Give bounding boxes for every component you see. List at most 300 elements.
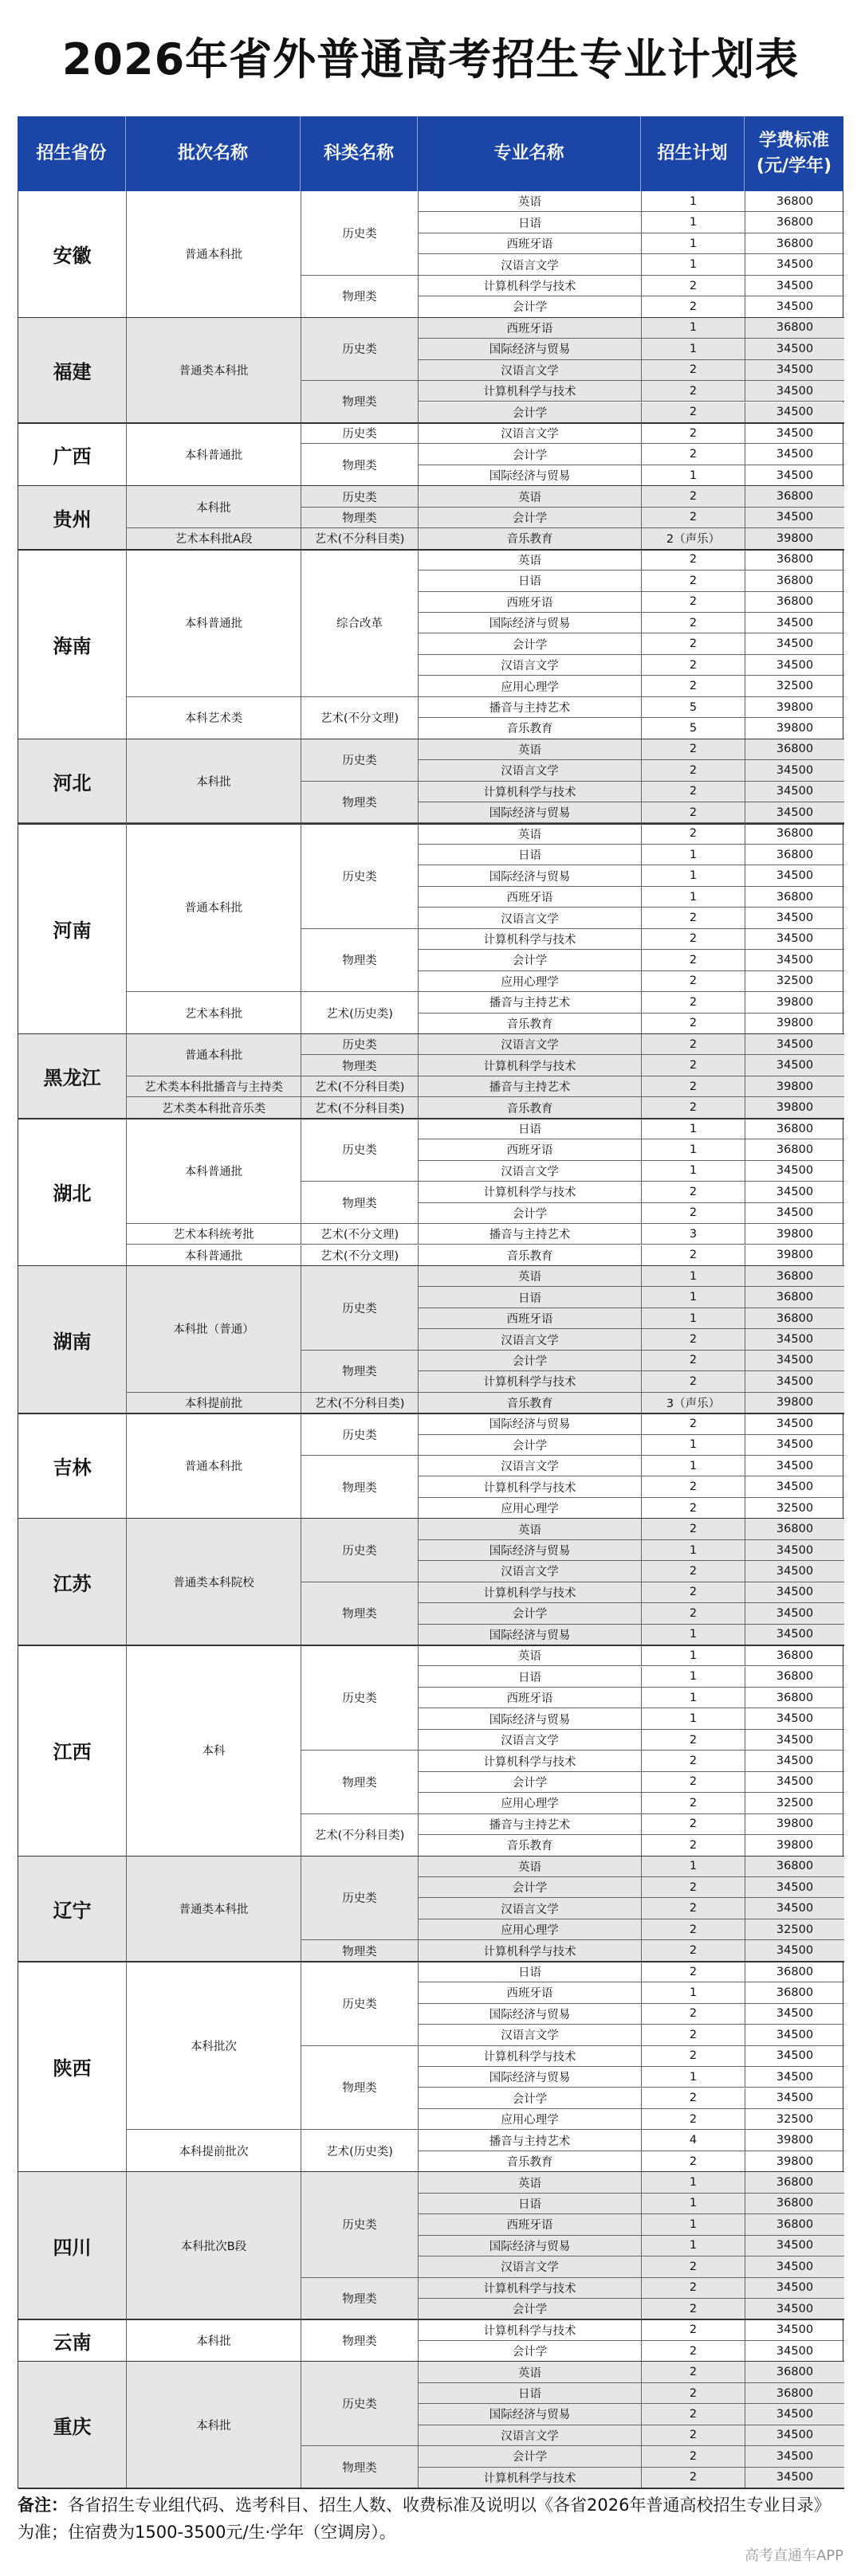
plan-cell: 2 <box>642 1962 745 1982</box>
plan-cell: 1 <box>642 1266 745 1287</box>
category-cell: 历史类 <box>301 191 419 276</box>
plan-cell: 2 <box>642 739 745 760</box>
plan-cell: 2 <box>642 1835 745 1856</box>
major-cell: 日语 <box>419 2194 642 2214</box>
major-cell: 会计学 <box>419 1603 642 1624</box>
batch-cell: 本科普通批 <box>127 1119 301 1224</box>
plan-cell: 3 <box>642 1224 745 1245</box>
tuition-cell: 32500 <box>745 676 844 696</box>
tuition-cell: 34500 <box>745 2088 844 2109</box>
plan-cell: 2 <box>642 360 745 381</box>
major-cell: 英语 <box>419 1857 642 1877</box>
major-cell: 应用心理学 <box>419 676 642 696</box>
major-cell: 应用心理学 <box>419 1498 642 1519</box>
plan-cell: 2 <box>642 1097 745 1118</box>
tuition-cell: 34500 <box>745 950 844 970</box>
plan-cell: 2 <box>642 2004 745 2025</box>
province-divider <box>18 2488 844 2489</box>
major-cell: 会计学 <box>419 1772 642 1793</box>
major-cell: 汉语言文学 <box>419 1456 642 1476</box>
major-cell: 音乐教育 <box>419 2151 642 2172</box>
tuition-cell: 36800 <box>745 550 844 570</box>
tuition-cell: 34500 <box>745 423 844 444</box>
tuition-cell: 39800 <box>745 1224 844 1245</box>
batch-cell: 普通本科批 <box>127 1413 301 1519</box>
province-cell: 陕西 <box>18 1962 127 2173</box>
tuition-cell: 36800 <box>745 233 844 254</box>
major-cell: 汉语言文学 <box>419 254 642 275</box>
tuition-cell: 34500 <box>745 1582 844 1603</box>
major-cell: 应用心理学 <box>419 1793 642 1813</box>
tuition-cell: 34500 <box>745 2278 844 2299</box>
major-cell: 计算机科学与技术 <box>419 1055 642 1076</box>
plan-cell: 2 <box>642 2046 745 2067</box>
category-cell: 物理类 <box>301 1582 419 1645</box>
major-cell: 西班牙语 <box>419 1139 642 1160</box>
tuition-cell: 36800 <box>745 1119 844 1139</box>
tuition-cell: 36800 <box>745 570 844 591</box>
tuition-cell: 36800 <box>745 1688 844 1708</box>
major-cell: 计算机科学与技术 <box>419 1476 642 1497</box>
plan-cell: 1 <box>642 865 745 886</box>
plan-cell: 2 <box>642 2446 745 2467</box>
category-cell: 历史类 <box>301 2362 419 2446</box>
plan-cell: 2 <box>642 760 745 781</box>
plan-cell: 1 <box>642 845 745 865</box>
major-cell: 计算机科学与技术 <box>419 1371 642 1392</box>
batch-cell: 本科普通批 <box>127 1245 301 1266</box>
major-cell: 西班牙语 <box>419 1308 642 1329</box>
plan-cell: 2 <box>642 1182 745 1202</box>
category-cell: 历史类 <box>301 423 419 444</box>
category-cell: 历史类 <box>301 824 419 929</box>
plan-cell: 1 <box>642 1857 745 1877</box>
category-cell: 物理类 <box>301 1940 419 1961</box>
tuition-cell: 39800 <box>745 697 844 718</box>
tuition-cell: 34500 <box>745 254 844 275</box>
tuition-cell: 34500 <box>745 1034 844 1055</box>
header-plan: 招生计划 <box>641 116 745 191</box>
plan-cell: 2 <box>642 2256 745 2277</box>
province-cell: 广西 <box>18 423 127 486</box>
province-cell: 湖南 <box>18 1266 127 1413</box>
plan-cell: 2 <box>642 296 745 317</box>
major-cell: 计算机科学与技术 <box>419 782 642 802</box>
tuition-cell: 32500 <box>745 1498 844 1519</box>
plan-cell: 1 <box>642 212 745 233</box>
header-batch: 批次名称 <box>126 116 301 191</box>
plan-cell: 2 <box>642 1014 745 1034</box>
tuition-cell: 34500 <box>745 1203 844 1224</box>
tuition-cell: 34500 <box>745 802 844 823</box>
tuition-cell: 36800 <box>745 1139 844 1160</box>
header-province: 招生省份 <box>18 116 126 191</box>
tuition-cell: 34500 <box>745 1055 844 1076</box>
tuition-cell: 39800 <box>745 1076 844 1097</box>
batch-cell: 本科艺术类 <box>127 697 301 739</box>
batch-cell: 本科 <box>127 1645 301 1857</box>
major-cell: 应用心理学 <box>419 2109 642 2130</box>
major-cell: 日语 <box>419 570 642 591</box>
footnote-text: 各省招生专业组代码、选考科目、招生人数、收费标准及说明以《各省2026年普通高校招生专业目录》为准；住宿费为1500-3500元/生·学年（空调房）。 <box>18 2496 831 2542</box>
tuition-cell: 36800 <box>745 1308 844 1329</box>
plan-cell: 2 <box>642 633 745 654</box>
major-cell: 会计学 <box>419 444 642 465</box>
tuition-cell: 32500 <box>745 971 844 992</box>
plan-cell: 2 <box>642 929 745 950</box>
major-cell: 国际经济与贸易 <box>419 613 642 633</box>
plan-cell: 2 <box>642 2299 745 2319</box>
plan-cell: 2 <box>642 1940 745 1961</box>
tuition-cell: 34500 <box>745 2067 844 2088</box>
plan-cell: 1 <box>642 1456 745 1476</box>
tuition-cell: 34500 <box>745 1751 844 1771</box>
header-category: 科类名称 <box>301 116 418 191</box>
major-cell: 国际经济与贸易 <box>419 2236 642 2256</box>
major-cell: 汉语言文学 <box>419 655 642 676</box>
batch-cell: 艺术本科统考批 <box>127 1224 301 1245</box>
category-cell: 综合改革 <box>301 550 419 697</box>
tuition-cell: 39800 <box>745 2151 844 2172</box>
plan-cell: 1 <box>642 1982 745 2003</box>
major-cell: 国际经济与贸易 <box>419 2004 642 2025</box>
plan-cell: 5 <box>642 718 745 739</box>
category-cell: 艺术(不分科目类) <box>301 1076 419 1097</box>
major-cell: 汉语言文学 <box>419 2025 642 2045</box>
plan-cell: 2 <box>642 2425 745 2446</box>
major-cell: 英语 <box>419 550 642 570</box>
tuition-cell: 34500 <box>745 1898 844 1919</box>
major-cell: 计算机科学与技术 <box>419 929 642 950</box>
plan-cell: 2 <box>642 2362 745 2382</box>
category-cell: 物理类 <box>301 444 419 486</box>
batch-cell: 普通类本科批 <box>127 318 301 423</box>
plan-cell: 2 <box>642 2341 745 2362</box>
tuition-cell: 34500 <box>745 1561 844 1582</box>
tuition-cell: 39800 <box>745 718 844 739</box>
plan-cell: 2 <box>642 1245 745 1266</box>
category-cell: 艺术(不分文理) <box>301 1245 419 1266</box>
plan-cell: 2 <box>642 1877 745 1898</box>
category-cell: 物理类 <box>301 782 419 824</box>
batch-cell: 本科批 <box>127 2362 301 2488</box>
batch-cell: 本科批 <box>127 2319 301 2362</box>
category-cell: 艺术(不分科目类) <box>301 1393 419 1413</box>
province-cell: 吉林 <box>18 1413 127 1519</box>
tuition-cell: 34500 <box>745 1772 844 1793</box>
major-cell: 英语 <box>419 1645 642 1666</box>
plan-cell: 2 <box>642 508 745 528</box>
batch-cell: 本科批 <box>127 486 301 528</box>
tuition-cell: 34500 <box>745 929 844 950</box>
plan-cell: 2 <box>642 2278 745 2299</box>
major-cell: 汉语言文学 <box>419 908 642 928</box>
plan-cell: 1 <box>642 1667 745 1688</box>
footnote <box>18 2492 843 2546</box>
category-cell: 物理类 <box>301 508 419 528</box>
tuition-cell: 32500 <box>745 1919 844 1940</box>
major-cell: 会计学 <box>419 1877 642 1898</box>
plan-cell: 2 <box>642 2109 745 2130</box>
plan-cell: 2 <box>642 676 745 696</box>
tuition-cell: 34500 <box>745 444 844 465</box>
province-cell: 江苏 <box>18 1519 127 1645</box>
tuition-cell: 32500 <box>745 1793 844 1813</box>
tuition-cell: 36800 <box>745 1519 844 1539</box>
tuition-cell: 36800 <box>745 2383 844 2404</box>
category-cell: 物理类 <box>301 1751 419 1813</box>
plan-cell: 1 <box>642 1139 745 1160</box>
plan-cell: 2 <box>642 2151 745 2172</box>
tuition-cell: 34500 <box>745 1413 844 1434</box>
major-cell: 计算机科学与技术 <box>419 2468 642 2488</box>
plan-cell: 2 <box>642 1351 745 1371</box>
tuition-cell: 36800 <box>745 2362 844 2382</box>
tuition-cell: 39800 <box>745 528 844 549</box>
category-cell: 艺术(不分文理) <box>301 1224 419 1245</box>
plan-cell: 2 <box>642 782 745 802</box>
major-cell: 会计学 <box>419 950 642 970</box>
tuition-cell: 36800 <box>745 1857 844 1877</box>
major-cell: 国际经济与贸易 <box>419 2067 642 2088</box>
tuition-cell: 34500 <box>745 339 844 359</box>
plan-cell: 1 <box>642 1119 745 1139</box>
category-cell: 艺术(历史类) <box>301 2130 419 2172</box>
plan-cell: 2 <box>642 1919 745 1940</box>
category-cell: 历史类 <box>301 1034 419 1055</box>
plan-cell: 2 <box>642 950 745 970</box>
tuition-cell: 39800 <box>745 1814 844 1835</box>
plan-cell: 1 <box>642 465 745 486</box>
major-cell: 汉语言文学 <box>419 1329 642 1350</box>
batch-cell: 艺术本科批A段 <box>127 528 301 549</box>
batch-cell: 本科普通批 <box>127 550 301 697</box>
tuition-cell: 36800 <box>745 592 844 613</box>
major-cell: 音乐教育 <box>419 1097 642 1118</box>
major-cell: 播音与主持艺术 <box>419 697 642 718</box>
plan-cell: 2（声乐） <box>642 528 745 549</box>
major-cell: 会计学 <box>419 296 642 317</box>
category-cell: 艺术(不分科目类) <box>301 1814 419 1857</box>
category-cell: 历史类 <box>301 1645 419 1751</box>
tuition-cell: 34500 <box>745 865 844 886</box>
plan-cell: 1 <box>642 1708 745 1729</box>
major-cell: 国际经济与贸易 <box>419 1413 642 1434</box>
plan-cell: 2 <box>642 381 745 402</box>
major-cell: 音乐教育 <box>419 1245 642 1266</box>
major-cell: 播音与主持艺术 <box>419 1224 642 1245</box>
plan-cell: 2 <box>642 402 745 423</box>
province-cell: 福建 <box>18 318 127 423</box>
major-cell: 英语 <box>419 824 642 845</box>
plan-cell: 2 <box>642 1476 745 1497</box>
tuition-cell: 34500 <box>745 2236 844 2256</box>
plan-cell: 1 <box>642 1540 745 1561</box>
province-cell: 江西 <box>18 1645 127 1857</box>
tuition-cell: 34500 <box>745 1351 844 1371</box>
major-cell: 计算机科学与技术 <box>419 381 642 402</box>
plan-cell: 1 <box>642 2067 745 2088</box>
province-cell: 重庆 <box>18 2362 127 2488</box>
tuition-cell: 39800 <box>745 2130 844 2151</box>
tuition-cell: 34500 <box>745 2025 844 2045</box>
category-cell: 历史类 <box>301 1857 419 1941</box>
tuition-cell: 32500 <box>745 2109 844 2130</box>
table-body <box>18 191 843 2488</box>
tuition-cell: 36800 <box>745 845 844 865</box>
major-cell: 会计学 <box>419 2446 642 2467</box>
major-cell: 汉语言文学 <box>419 423 642 444</box>
tuition-cell: 39800 <box>745 1393 844 1413</box>
tuition-cell: 34500 <box>745 760 844 781</box>
province-cell: 黑龙江 <box>18 1034 127 1119</box>
plan-cell: 2 <box>642 486 745 507</box>
tuition-cell: 34500 <box>745 908 844 928</box>
category-cell: 艺术(不分文理) <box>301 697 419 739</box>
plan-cell: 2 <box>642 1730 745 1751</box>
category-cell: 物理类 <box>301 929 419 992</box>
category-cell: 历史类 <box>301 1519 419 1582</box>
tuition-cell: 39800 <box>745 1245 844 1266</box>
category-cell: 历史类 <box>301 1266 419 1351</box>
tuition-cell: 34500 <box>745 296 844 317</box>
plan-cell: 2 <box>642 1055 745 1076</box>
plan-cell: 2 <box>642 1413 745 1434</box>
category-cell: 历史类 <box>301 318 419 381</box>
major-cell: 计算机科学与技术 <box>419 1751 642 1771</box>
major-cell: 汉语言文学 <box>419 2256 642 2277</box>
major-cell: 计算机科学与技术 <box>419 1940 642 1961</box>
major-cell: 国际经济与贸易 <box>419 865 642 886</box>
tuition-cell: 34500 <box>745 1603 844 1624</box>
category-cell: 历史类 <box>301 1413 419 1456</box>
tuition-cell: 36800 <box>745 2172 844 2193</box>
plan-cell: 1 <box>642 1287 745 1308</box>
major-cell: 会计学 <box>419 1435 642 1456</box>
major-cell: 汉语言文学 <box>419 760 642 781</box>
plan-cell: 2 <box>642 971 745 992</box>
plan-cell: 1 <box>642 1625 745 1645</box>
plan-cell: 2 <box>642 992 745 1013</box>
major-cell: 播音与主持艺术 <box>419 2130 642 2151</box>
major-cell: 西班牙语 <box>419 2214 642 2235</box>
tuition-cell: 34500 <box>745 276 844 296</box>
major-cell: 国际经济与贸易 <box>419 465 642 486</box>
category-cell: 物理类 <box>301 2319 419 2362</box>
major-cell: 汉语言文学 <box>419 1898 642 1919</box>
batch-cell: 普通本科批 <box>127 191 301 318</box>
major-cell: 应用心理学 <box>419 1919 642 1940</box>
plan-cell: 1 <box>642 1308 745 1329</box>
category-cell: 物理类 <box>301 2046 419 2131</box>
major-cell: 国际经济与贸易 <box>419 1625 642 1645</box>
header-tuition: 学费标准 (元/学年) <box>756 131 832 176</box>
tuition-cell: 36800 <box>745 191 844 212</box>
tuition-cell: 36800 <box>745 1287 844 1308</box>
tuition-cell: 36800 <box>745 2194 844 2214</box>
major-cell: 汉语言文学 <box>419 360 642 381</box>
plan-cell: 2 <box>642 2025 745 2045</box>
tuition-cell: 36800 <box>745 1962 844 1982</box>
province-cell: 云南 <box>18 2319 127 2362</box>
tuition-cell: 34500 <box>745 2319 844 2340</box>
major-cell: 汉语言文学 <box>419 1730 642 1751</box>
major-cell: 计算机科学与技术 <box>419 1182 642 1202</box>
batch-cell: 普通本科批 <box>127 1034 301 1076</box>
batch-cell: 艺术类本科批播音与主持类 <box>127 1076 301 1097</box>
major-cell: 音乐教育 <box>419 528 642 549</box>
tuition-cell: 34500 <box>745 1329 844 1350</box>
category-cell: 历史类 <box>301 739 419 782</box>
plan-cell: 2 <box>642 1772 745 1793</box>
tuition-cell: 34500 <box>745 2004 844 2025</box>
batch-cell: 本科提前批 <box>127 1393 301 1413</box>
plan-cell: 2 <box>642 423 745 444</box>
plan-cell: 2 <box>642 1561 745 1582</box>
major-cell: 会计学 <box>419 633 642 654</box>
major-cell: 应用心理学 <box>419 971 642 992</box>
category-cell: 物理类 <box>301 1351 419 1393</box>
tuition-cell: 34500 <box>745 1708 844 1729</box>
major-cell: 汉语言文学 <box>419 1034 642 1055</box>
tuition-cell: 34500 <box>745 508 844 528</box>
major-cell: 会计学 <box>419 1351 642 1371</box>
tuition-cell: 34500 <box>745 402 844 423</box>
plan-cell: 2 <box>642 1034 745 1055</box>
major-cell: 日语 <box>419 1962 642 1982</box>
table-header <box>18 116 843 191</box>
major-cell: 会计学 <box>419 508 642 528</box>
plan-cell: 1 <box>642 339 745 359</box>
category-cell: 艺术(不分科目类) <box>301 1097 419 1118</box>
major-cell: 英语 <box>419 2362 642 2382</box>
province-cell: 辽宁 <box>18 1857 127 1962</box>
tuition-cell: 39800 <box>745 992 844 1013</box>
plan-cell: 5 <box>642 697 745 718</box>
plan-cell: 2 <box>642 444 745 465</box>
category-cell: 物理类 <box>301 276 419 318</box>
tuition-cell: 36800 <box>745 212 844 233</box>
province-cell: 湖北 <box>18 1119 127 1266</box>
category-cell: 历史类 <box>301 1962 419 2046</box>
plan-cell: 2 <box>642 2088 745 2109</box>
plan-cell: 2 <box>642 2404 745 2425</box>
tuition-cell: 36800 <box>745 2214 844 2235</box>
tuition-cell: 34500 <box>745 1730 844 1751</box>
major-cell: 汉语言文学 <box>419 1561 642 1582</box>
plan-cell: 2 <box>642 1603 745 1624</box>
tuition-cell: 34500 <box>745 613 844 633</box>
major-cell: 播音与主持艺术 <box>419 1076 642 1097</box>
major-cell: 计算机科学与技术 <box>419 2278 642 2299</box>
tuition-cell: 36800 <box>745 1266 844 1287</box>
tuition-cell: 36800 <box>745 486 844 507</box>
category-cell: 艺术(不分科目类) <box>301 528 419 549</box>
tuition-cell: 36800 <box>745 824 844 845</box>
tuition-cell: 34500 <box>745 633 844 654</box>
plan-cell: 2 <box>642 2383 745 2404</box>
major-cell: 日语 <box>419 2383 642 2404</box>
category-cell: 历史类 <box>301 2172 419 2277</box>
category-cell: 物理类 <box>301 1182 419 1224</box>
plan-cell: 2 <box>642 655 745 676</box>
plan-cell: 1 <box>642 233 745 254</box>
major-cell: 播音与主持艺术 <box>419 1814 642 1835</box>
category-cell: 物理类 <box>301 1456 419 1519</box>
major-cell: 国际经济与贸易 <box>419 1708 642 1729</box>
province-cell: 海南 <box>18 550 127 739</box>
major-cell: 会计学 <box>419 2088 642 2109</box>
